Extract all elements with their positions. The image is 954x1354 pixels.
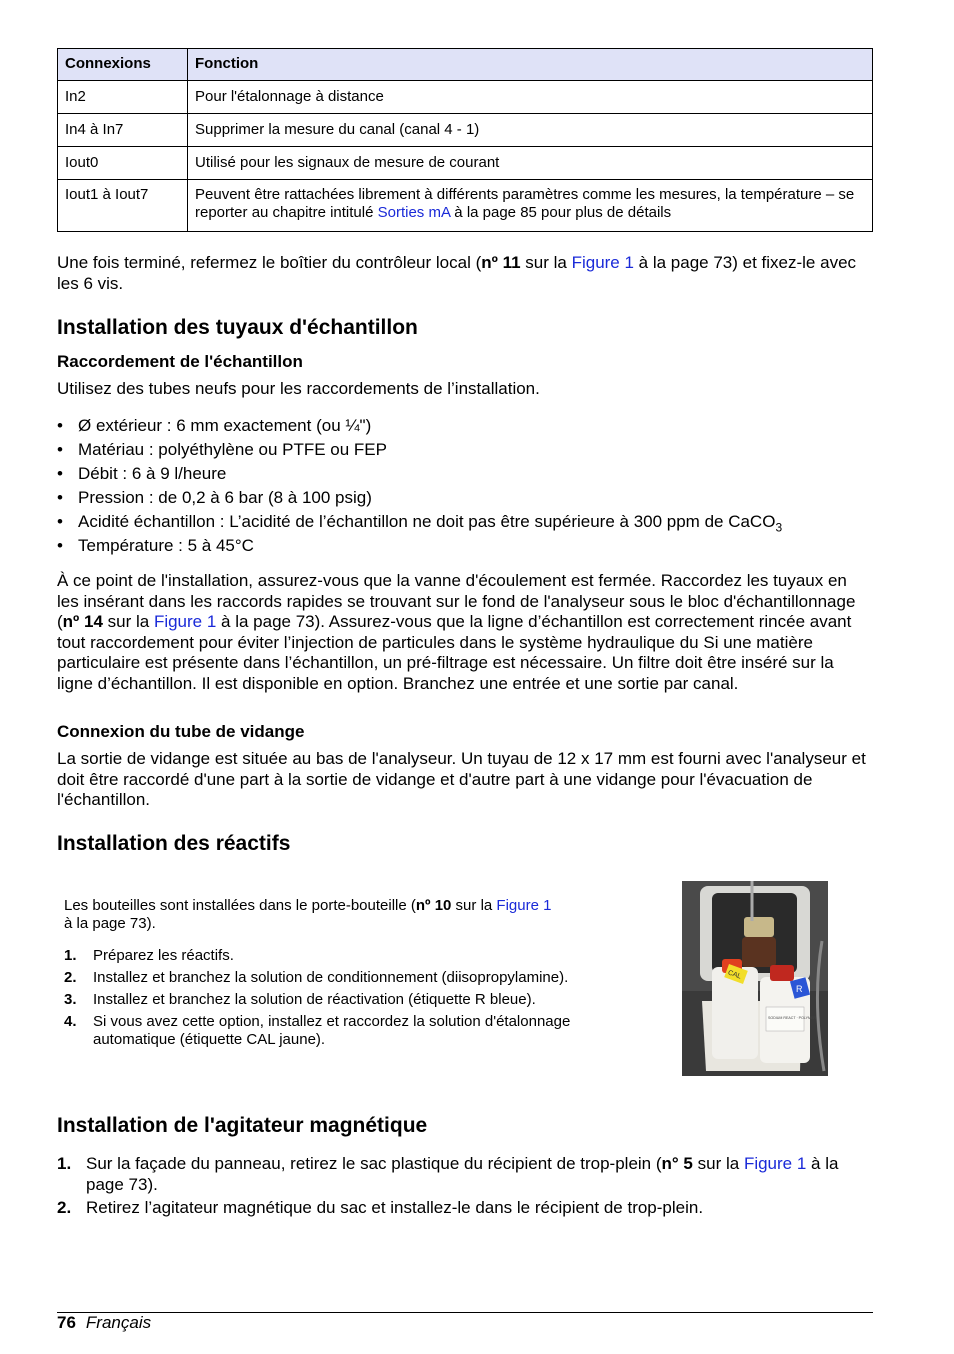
- text: à la page 73).: [64, 915, 156, 932]
- table-header-fonction: Fonction: [188, 49, 873, 81]
- table-row: [58, 180, 873, 232]
- step-number: 2.: [64, 969, 77, 986]
- text: à la page 73). Assurez-vous que la ligne d’échantillon est correctement rincée avant tout raccordement pour éviter l’injection de particules dans le système hydraulique du Si une matière particulaire est présente dans l’échantillon, un pré-filtrage est nécessaire. Un filtre doit être inséré sur la ligne d’échantillon. Il est disponible en option. Branchez une entrée et une sortie par canal.: [57, 612, 852, 693]
- page-number: 76: [57, 1313, 76, 1332]
- list-item: [64, 991, 624, 1009]
- page-footer: [57, 1313, 151, 1333]
- list-item: • Température : 5 à 45°C: [57, 534, 782, 558]
- table-cell-connexion: In4 à In7: [58, 114, 188, 147]
- subscript: 3: [775, 520, 783, 535]
- step-text: Installez et branchez la solution de réactivation (étiquette R bleue).: [93, 991, 536, 1008]
- bottles-illustration: [682, 881, 828, 1076]
- figure-1-link[interactable]: Figure 1: [153, 612, 217, 631]
- text: à la page 73) et fixez-le avec les 6 vis.: [57, 253, 857, 293]
- step-number: 1.: [57, 1154, 72, 1173]
- table-cell-connexion: Iout1 à Iout7: [58, 180, 188, 232]
- cal-label: CAL: [726, 969, 742, 981]
- step-number: 2.: [57, 1198, 72, 1217]
- text: Acidité échantillon : L’acidité de l’échantillon ne doit pas être supérieure à 300 ppm de CaCO: [78, 512, 776, 531]
- subheading-drain: Connexion du tube de vidange: [57, 722, 305, 741]
- reagent-steps: [64, 947, 624, 1049]
- bottle-label: SODIUM REACT · POLYMER: [768, 1016, 816, 1020]
- step-text: Si vous avez cette option, installez et raccordez la solution d'étalonnage automatique (étiquette CAL jaune).: [93, 1013, 571, 1048]
- closing-paragraph: [57, 253, 873, 294]
- step-text: Préparez les réactifs.: [93, 947, 234, 964]
- sample-intro: Utilisez des tubes neufs pour les raccordements de l’installation.: [57, 379, 540, 398]
- bold-ref: nº 10: [415, 897, 452, 914]
- list-item: [57, 1198, 873, 1219]
- table-cell-connexion: Iout0: [58, 147, 188, 180]
- table-row: [58, 147, 873, 180]
- figure-1-link[interactable]: Figure 1: [571, 253, 634, 272]
- list-item: • Pression : de 0,2 à 6 bar (8 à 100 psig): [57, 486, 782, 510]
- list-item: [57, 510, 782, 534]
- list-item: [64, 947, 624, 965]
- step-text: sur la: [692, 1154, 744, 1173]
- r-label: R: [796, 984, 803, 994]
- sample-install-paragraph: [57, 571, 873, 694]
- table-row: [58, 114, 873, 147]
- table-cell-connexion: In2: [58, 81, 188, 114]
- table-cell-fonction: Pour l'étalonnage à distance: [188, 81, 873, 114]
- text: À ce point de l'installation, assurez-vous que la vanne d'écoulement est fermée. Raccordez les tuyaux en les insérant dans les raccords rapides se trouvant sur le fond de l'analyseur sous le bloc d'échantillonnage (: [57, 571, 856, 631]
- step-text: Sur la façade du panneau, retirez le sac plastique du récipient de trop-plein (: [86, 1154, 662, 1173]
- step-text: Retirez l’agitateur magnétique du sac et installez-le dans le récipient de trop-plein.: [86, 1198, 704, 1217]
- reagents-intro: [64, 897, 584, 933]
- text: Une fois terminé, refermez le boîtier du contrôleur local (: [57, 253, 482, 272]
- figure-1-link[interactable]: Figure 1: [743, 1154, 807, 1173]
- text: sur la: [451, 897, 497, 914]
- text: Les bouteilles sont installées dans le porte-bouteille (: [64, 897, 416, 914]
- stirrer-steps: [57, 1154, 873, 1222]
- reagents-block: [64, 897, 624, 1053]
- heading-magnetic-stirrer: Installation de l'agitateur magnétique: [57, 1114, 428, 1137]
- step-number: 3.: [64, 991, 77, 1008]
- table-row: [58, 81, 873, 114]
- list-item: • Débit : 6 à 9 l/heure: [57, 462, 782, 486]
- bold-ref: n° 5: [661, 1154, 693, 1173]
- bold-ref: nº 11: [481, 253, 521, 272]
- table-cell-fonction: Supprimer la mesure du canal (canal 4 - 1): [188, 114, 873, 147]
- list-item: [57, 1154, 873, 1195]
- step-number: 4.: [64, 1013, 77, 1030]
- list-item: [64, 969, 624, 987]
- connections-table: [57, 48, 873, 232]
- table-cell-fonction: [188, 180, 873, 232]
- table-cell-fonction: Utilisé pour les signaux de mesure de courant: [188, 147, 873, 180]
- cell-text: à la page 85 pour plus de détails: [450, 204, 672, 221]
- bold-ref: nº 14: [62, 612, 103, 631]
- tube-specs-list: [57, 414, 782, 558]
- text: sur la: [520, 253, 572, 272]
- table-header-row: [58, 49, 873, 81]
- list-item: • Matériau : polyéthylène ou PTFE ou FEP: [57, 438, 782, 462]
- footer-divider: [57, 1312, 873, 1313]
- table-header-connexions: Connexions: [58, 49, 188, 81]
- text: sur la: [102, 612, 154, 631]
- drain-paragraph: La sortie de vidange est située au bas de l'analyseur. Un tuyau de 12 x 17 mm est fourni avec l'analyseur et doit être raccordé d'une part à la sortie de vidange et d'autre part à une vidange pour l'évacuation de l'échantillon.: [57, 749, 866, 809]
- step-text: à la page 73).: [86, 1154, 839, 1194]
- footer-language: Français: [85, 1313, 152, 1332]
- reagent-bottles-photo: [682, 881, 828, 1076]
- list-item: [64, 1013, 624, 1049]
- list-item: • Ø extérieur : 6 mm exactement (ou ¼"): [57, 414, 782, 438]
- step-number: 1.: [64, 947, 77, 964]
- sorties-ma-link[interactable]: Sorties mA: [377, 204, 451, 221]
- figure-1-link[interactable]: Figure 1: [496, 897, 552, 914]
- heading-reagents: Installation des réactifs: [57, 832, 291, 855]
- subheading-sample-connection: Raccordement de l'échantillon: [57, 352, 303, 371]
- cell-text: Peuvent être rattachées librement à différents paramètres comme les mesures, la température – se reporter au chapitre intitulé: [195, 186, 855, 221]
- heading-sample-tubes: Installation des tuyaux d'échantillon: [57, 316, 418, 339]
- step-text: Installez et branchez la solution de conditionnement (diisopropylamine).: [93, 969, 569, 986]
